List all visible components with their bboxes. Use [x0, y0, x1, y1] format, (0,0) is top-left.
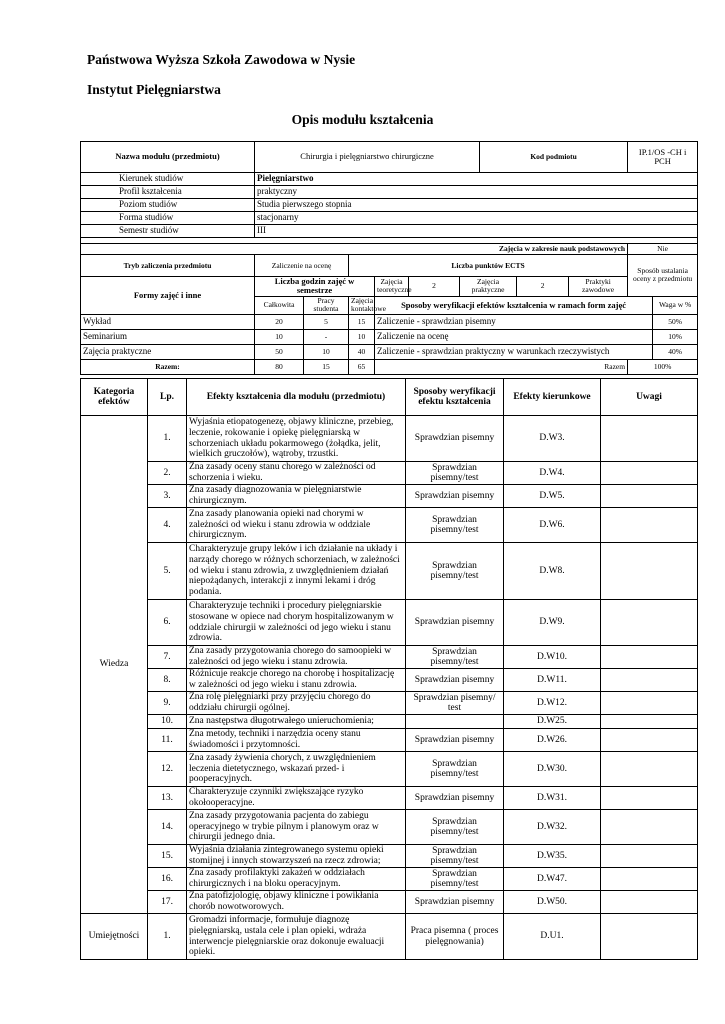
effect-lp: 10. — [148, 715, 187, 729]
effect-text: Zna zasady przygotowania chorego do samoopieki w zależności od jego wieku i stanu zdrowia. — [187, 646, 406, 669]
effect-code: D.W10. — [504, 646, 601, 669]
effect-code: D.W50. — [504, 891, 601, 914]
effect-verification: Sprawdzian pisemny/test — [406, 646, 504, 669]
sum-weight: 100% — [628, 359, 698, 374]
info-label: Semestr studiów — [81, 225, 255, 238]
effect-lp: 4. — [148, 508, 187, 543]
effect-code: D.W26. — [504, 729, 601, 752]
basic-sciences-label: Zajęcia w zakresie nauk podstawowych — [81, 244, 628, 255]
effect-notes — [601, 715, 698, 729]
effect-notes — [601, 868, 698, 891]
effect-text: Zna zasady żywienia chorych, z uwzględnieniem leczenia dietetycznego, wskazań przed- i pooperacyjnych. — [187, 752, 406, 787]
weight-header: Waga w % — [653, 296, 698, 314]
effect-code: D.W6. — [504, 508, 601, 543]
effect-text: Zna następstwa długotrwałego unieruchomienia; — [187, 715, 406, 729]
internship-label: Praktyki zawodowe — [569, 277, 628, 297]
effect-lp: 5. — [148, 543, 187, 600]
hours-student: - — [304, 329, 349, 344]
effect-text: Różnicuje reakcje chorego na chorobę i hospitalizację w zależności od jego wieku i stanu zdrowia. — [187, 669, 406, 692]
effect-code: D.W30. — [504, 752, 601, 787]
hours-total: 50 — [255, 344, 304, 359]
effect-lp: 1. — [148, 914, 187, 960]
effect-verification: Sprawdzian pisemny — [406, 669, 504, 692]
info-label: Forma studiów — [81, 212, 255, 225]
category-header: Kategoria efektów — [81, 379, 148, 416]
effect-lp: 11. — [148, 729, 187, 752]
effect-notes — [601, 416, 698, 462]
effect-code: D.W9. — [504, 600, 601, 646]
forms-label: Formy zajęć i inne — [81, 277, 255, 315]
hours-student: 10 — [304, 344, 349, 359]
effect-verification: Sprawdzian pisemny/test — [406, 508, 504, 543]
effect-text: Wyjaśnia etiopatogenezę, objawy kliniczne, przebieg, leczenie, rokowanie i opiekę pielęgniarską w schorzeniach układu pokarmowego (żołądka, jelit, wielkich gruczołów), wątroby, trzustki. — [187, 416, 406, 462]
effect-notes — [601, 752, 698, 787]
effect-notes — [601, 787, 698, 810]
assessment-mode-value: Zaliczenie na ocenę — [255, 255, 349, 277]
effect-text: Zna rolę pielęgniarki przy przyjęciu chorego do oddziału chirurgii ogólnej. — [187, 692, 406, 715]
info-value: stacjonarny — [255, 212, 698, 225]
effect-verification: Sprawdzian pisemny — [406, 600, 504, 646]
module-name-value: Chirurgia i pielęgniarstwo chirurgiczne — [255, 142, 480, 173]
document-title: Opis modułu kształcenia — [291, 112, 434, 127]
effect-verification: Sprawdzian pisemny/test — [406, 752, 504, 787]
effect-text: Zna zasady oceny stanu chorego w zależności od schorzenia i wieku. — [187, 462, 406, 485]
effect-code: D.W35. — [504, 845, 601, 868]
info-label: Profil kształcenia — [81, 186, 255, 199]
effect-lp: 9. — [148, 692, 187, 715]
effect-lp: 7. — [148, 646, 187, 669]
effect-notes — [601, 600, 698, 646]
sum-label-right: Razem — [375, 359, 628, 374]
module-info-table — [80, 141, 698, 375]
effect-lp: 12. — [148, 752, 187, 787]
effect-verification: Sprawdzian pisemny/test — [406, 845, 504, 868]
effect-notes — [601, 914, 698, 960]
col-contact: Zajęcia kontaktowe — [349, 296, 375, 314]
sum-student: 15 — [304, 359, 349, 374]
effect-code: D.W32. — [504, 810, 601, 845]
effect-text: Charakteryzuje grupy leków i ich działanie na układy i narządy chorego w różnych schorzeniach, w zależności od wieku i stanu zdrowia, z uwzględnieniem działań niepożądanych, interakcji z innymi lekami i dróg podania. — [187, 543, 406, 600]
effect-verification: Sprawdzian pisemny/test — [406, 868, 504, 891]
effect-verification: Sprawdzian pisemny/ test — [406, 692, 504, 715]
hours-student: 5 — [304, 314, 349, 329]
effect-verification: Sprawdzian pisemny/test — [406, 810, 504, 845]
effect-code: D.U1. — [504, 914, 601, 960]
effect-notes — [601, 669, 698, 692]
effect-verification: Sprawdzian pisemny — [406, 787, 504, 810]
lp-header: Lp. — [148, 379, 187, 416]
info-value: Studia pierwszego stopnia — [255, 199, 698, 212]
theory-classes-label: Zajęcia teoretyczne — [375, 277, 409, 297]
effect-lp: 1. — [148, 416, 187, 462]
effect-code: D.W12. — [504, 692, 601, 715]
effect-notes — [601, 646, 698, 669]
verification-method-header: Sposoby weryfikacji efektu kształcenia — [406, 379, 504, 416]
basic-sciences-value: Nie — [628, 244, 698, 255]
hours-contact: 15 — [349, 314, 375, 329]
form-verification: Zaliczenie - sprawdzian pisemny — [375, 314, 653, 329]
effect-text: Zna metody, techniki i narzędzia oceny stanu świadomości i przytomności. — [187, 729, 406, 752]
category-knowledge: Wiedza — [81, 416, 148, 914]
module-code-value: IP.1/OS -CH i PCH — [628, 142, 698, 173]
form-weight: 50% — [653, 314, 698, 329]
module-code-label: Kod podmiotu — [480, 142, 628, 173]
hours-label: Liczba godzin zajęć w semestrze — [255, 277, 375, 297]
effect-notes — [601, 692, 698, 715]
effect-text: Zna zasady profilaktyki zakażeń w oddziałach chirurgicznych i na bloku operacyjnym. — [187, 868, 406, 891]
effect-notes — [601, 845, 698, 868]
effect-verification: Sprawdzian pisemny — [406, 416, 504, 462]
effect-text: Charakteryzuje czynniki zwiększające ryzyko okołooperacyjne. — [187, 787, 406, 810]
form-name: Zajęcia praktyczne — [81, 344, 255, 359]
effect-code: D.W25. — [504, 715, 601, 729]
grading-method-label: Sposób ustalania oceny z przedmiotu — [628, 255, 698, 297]
direction-effects-header: Efekty kierunkowe — [504, 379, 601, 416]
effect-lp: 14. — [148, 810, 187, 845]
sum-label: Razem: — [81, 359, 255, 374]
form-name: Wykład — [81, 314, 255, 329]
effect-text: Wyjaśnia działania zintegrowanego systemu opieki stomijnej i innych stowarzyszeń na rzecz zdrowia; — [187, 845, 406, 868]
effect-lp: 13. — [148, 787, 187, 810]
effect-code: D.W47. — [504, 868, 601, 891]
effect-lp: 2. — [148, 462, 187, 485]
sum-total: 80 — [255, 359, 304, 374]
hours-contact: 40 — [349, 344, 375, 359]
module-name-label: Nazwa modułu (przedmiotu) — [81, 142, 255, 173]
effect-notes — [601, 729, 698, 752]
effect-text: Zna zasady planowania opieki nad chorymi w zależności od wieku i stanu zdrowia w oddziale chirurgicznym. — [187, 508, 406, 543]
category-skills: Umiejętności — [81, 914, 148, 960]
effect-lp: 3. — [148, 485, 187, 508]
effect-notes — [601, 891, 698, 914]
effect-lp: 16. — [148, 868, 187, 891]
col-student: Pracy studenta — [304, 296, 349, 314]
info-value: Pielęgniarstwo — [255, 173, 698, 186]
effect-text: Charakteryzuje techniki i procedury pielęgniarskie stosowane w opiece nad chorym hospitalizowanym w oddziale chirurgii w zależności od jego wieku i stanu zdrowia. — [187, 600, 406, 646]
sum-contact: 65 — [349, 359, 375, 374]
effect-text: Zna patofizjologię, objawy kliniczne i powikłania chorób nowotworowych. — [187, 891, 406, 914]
form-verification: Zaliczenie - sprawdzian praktyczny w warunkach rzeczywistych — [375, 344, 653, 359]
form-verification: Zaliczenie na ocenę — [375, 329, 653, 344]
effect-text: Zna zasady diagnozowania w pielęgniarstwie chirurgicznym. — [187, 485, 406, 508]
effect-notes — [601, 462, 698, 485]
effect-code: D.W31. — [504, 787, 601, 810]
hours-total: 20 — [255, 314, 304, 329]
hours-total: 10 — [255, 329, 304, 344]
effect-lp: 15. — [148, 845, 187, 868]
effect-verification: Sprawdzian pisemny/test — [406, 462, 504, 485]
effect-verification — [406, 715, 504, 729]
effect-verification: Praca pisemna ( proces pielęgnowania) — [406, 914, 504, 960]
effect-text: Zna zasady przygotowania pacjenta do zabiegu operacyjnego w trybie pilnym i planowym oraz w chirurgii jednego dnia. — [187, 810, 406, 845]
effect-code: D.W4. — [504, 462, 601, 485]
school-name: Państwowa Wyższa Szkoła Zawodowa w Nysie — [87, 52, 356, 67]
ects-label: Liczba punktów ECTS — [349, 255, 628, 277]
form-name: Seminarium — [81, 329, 255, 344]
effect-verification: Sprawdzian pisemny — [406, 891, 504, 914]
effect-verification: Sprawdzian pisemny/test — [406, 543, 504, 600]
notes-header: Uwagi — [601, 379, 698, 416]
theory-classes-value: 2 — [409, 277, 460, 297]
practical-classes-value: 2 — [517, 277, 569, 297]
institute-name: Instytut Pielęgniarstwa — [87, 82, 221, 97]
info-value: praktyczny — [255, 186, 698, 199]
form-weight: 10% — [653, 329, 698, 344]
effect-notes — [601, 485, 698, 508]
verification-header: Sposoby weryfikacji efektów kształcenia w ramach form zajęć — [375, 296, 653, 314]
effect-code: D.W11. — [504, 669, 601, 692]
effect-verification: Sprawdzian pisemny — [406, 729, 504, 752]
effect-notes — [601, 508, 698, 543]
info-label: Poziom studiów — [81, 199, 255, 212]
effect-lp: 17. — [148, 891, 187, 914]
effect-code: D.W5. — [504, 485, 601, 508]
col-total: Całkowita — [255, 296, 304, 314]
effect-lp: 8. — [148, 669, 187, 692]
effect-code: D.W3. — [504, 416, 601, 462]
hours-contact: 10 — [349, 329, 375, 344]
info-label: Kierunek studiów — [81, 173, 255, 186]
effect-header: Efekty kształcenia dla modułu (przedmiotu) — [187, 379, 406, 416]
effect-text: Gromadzi informacje, formułuje diagnozę pielęgniarską, ustala cele i plan opieki, wdraża interwencje pielęgniarskie oraz dokonuje ewaluacji opieki. — [187, 914, 406, 960]
effect-notes — [601, 810, 698, 845]
effect-verification: Sprawdzian pisemny — [406, 485, 504, 508]
practical-classes-label: Zajęcia praktyczne — [460, 277, 517, 297]
info-value: III — [255, 225, 698, 238]
learning-effects-table — [80, 378, 698, 960]
form-weight: 40% — [653, 344, 698, 359]
effect-lp: 6. — [148, 600, 187, 646]
effect-code: D.W8. — [504, 543, 601, 600]
assessment-mode-label: Tryb zaliczenia przedmiotu — [81, 255, 255, 277]
effect-notes — [601, 543, 698, 600]
